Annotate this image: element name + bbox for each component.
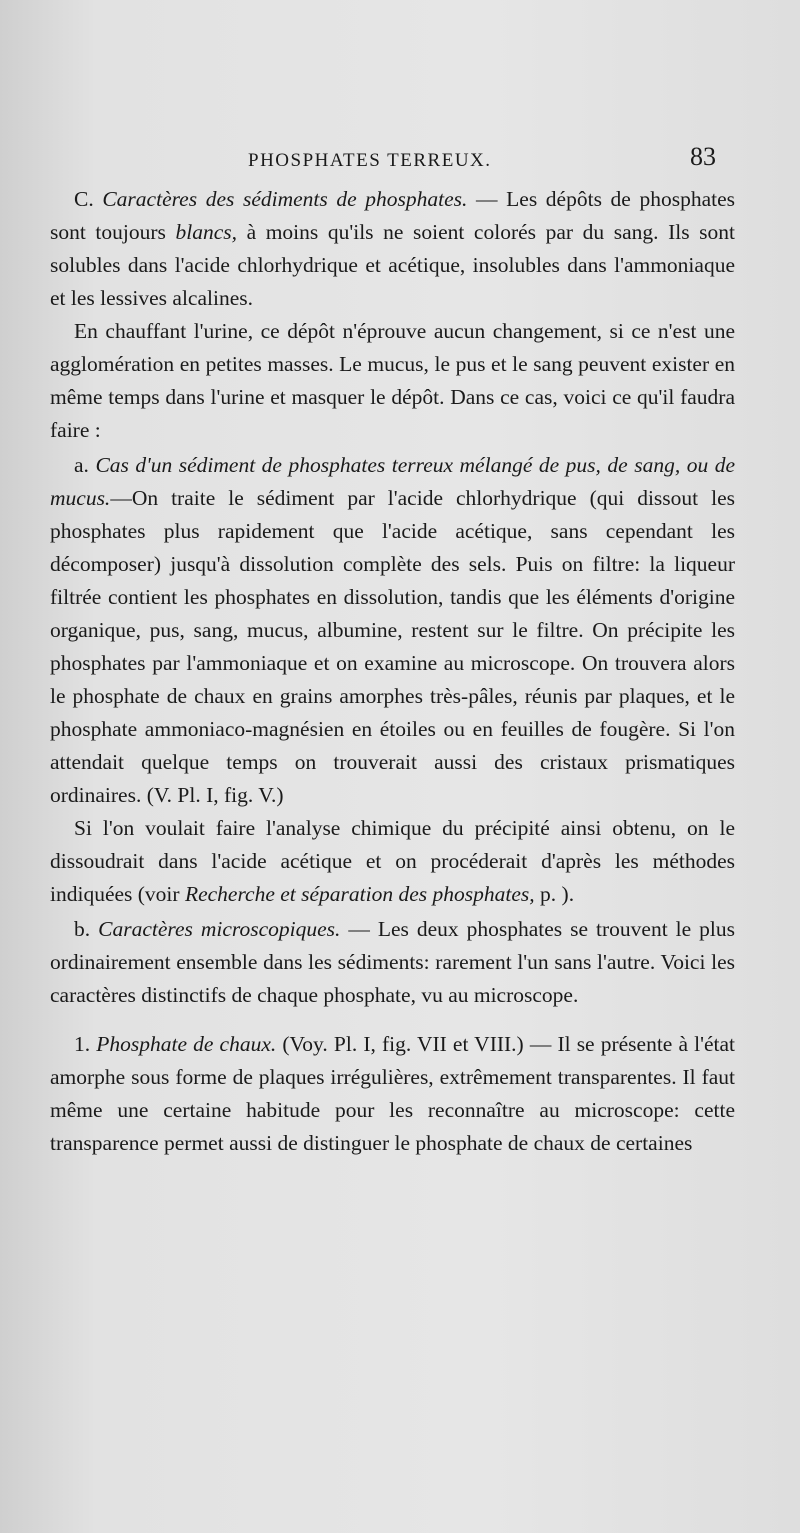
section-letter: a. <box>74 453 96 477</box>
paragraph-text: Si l'on voulait faire l'analyse chimique du précipité ainsi obtenu, on le dissoudrait dans l'acide acétique et on procéderait d'après les méthodes indiquées (voir <box>50 816 735 906</box>
paragraph-b-microscopic <box>50 913 735 1012</box>
section-title: Cas d'un sédiment de phosphates terreux mélangé de pus, de sang, ou de mucus. <box>50 453 736 510</box>
paragraph-a-mixed-sediment <box>50 449 735 812</box>
emphasis: blancs, <box>175 220 237 244</box>
paragraph-text: En chauffant l'urine, ce dépôt n'éprouve aucun changement, si ce n'est une agglomération en petites masses. Le mucus, le pus et le sang peuvent exister en même temps dans l'urine et masquer le dépôt. Dans ce cas, voici ce qu'il faudra faire : <box>50 319 735 442</box>
section-title: Caractères des sédiments de phosphates. <box>102 187 468 211</box>
paragraph-text: —On traite le sédiment par l'acide chlorhydrique (qui dissout les phosphates plus rapidement que l'acide acétique, sans cependant les décomposer) jusqu'à dissolution complète des sels. Puis on filtre: la liqueur filtrée contient les phosphates en dissolution, tandis que les éléments d'origine organique, pus, sang, mucus, albumine, restent sur le filtre. On précipite les phosphates par l'ammoniaque et on examine au microscope. On trouvera alors le phosphate de chaux en grains amorphes très-pâles, réunis par plaques, et le phosphate ammoniaco-magnésien en étoiles ou en feuilles de fougère. Si l'on attendait quelque temps on trouverait aussi des cristaux prismatiques ordinaires. (V. Pl. I, fig. V.) <box>50 486 735 807</box>
page-header <box>0 138 800 182</box>
paragraph-text: (Voy. Pl. I, fig. VII et VIII.) — Il se présente à l'état amorphe sous forme de plaques irrégulières, extrêmement transparentes. Il faut même une certaine habitude pour les reconnaître au microscope: cette transparence permet aussi de distinguer le phosphate de chaux de certaines <box>50 1032 735 1155</box>
item-number: 1. <box>74 1032 97 1056</box>
running-title: PHOSPHATES TERREUX. <box>248 150 492 171</box>
paragraph-1-calcium-phosphate <box>50 1028 735 1160</box>
paragraph-text: — Les dépôts de phosphates sont toujours <box>50 187 736 244</box>
body-text <box>50 183 735 1160</box>
paragraph-text-cont: à moins qu'ils ne soient colorés par du sang. Ils sont solubles dans l'acide chlorhydrique et acétique, insolubles dans l'ammoniaque et les lessives alcalines. <box>50 220 735 310</box>
paragraph-heating-urine <box>50 315 735 447</box>
paragraph-text: — Les deux phosphates se trouvent le plus ordinairement ensemble dans les sédiments: rarement l'un sans l'autre. Voici les caractères distinctifs de chaque phosphate, vu au microscope. <box>50 917 736 1007</box>
cross-reference: Recherche et séparation des phosphates, <box>184 882 535 906</box>
item-title: Phosphate de chaux. <box>96 1032 277 1056</box>
paragraph-c-sediment-characters <box>50 183 735 315</box>
section-letter: b. <box>74 917 99 941</box>
section-title: Caractères microscopiques. <box>98 917 341 941</box>
section-letter: C. <box>74 187 103 211</box>
paragraph-text-cont: p. ). <box>534 882 575 906</box>
page-number: 83 <box>690 142 716 171</box>
paragraph-chemical-analysis <box>50 812 735 911</box>
